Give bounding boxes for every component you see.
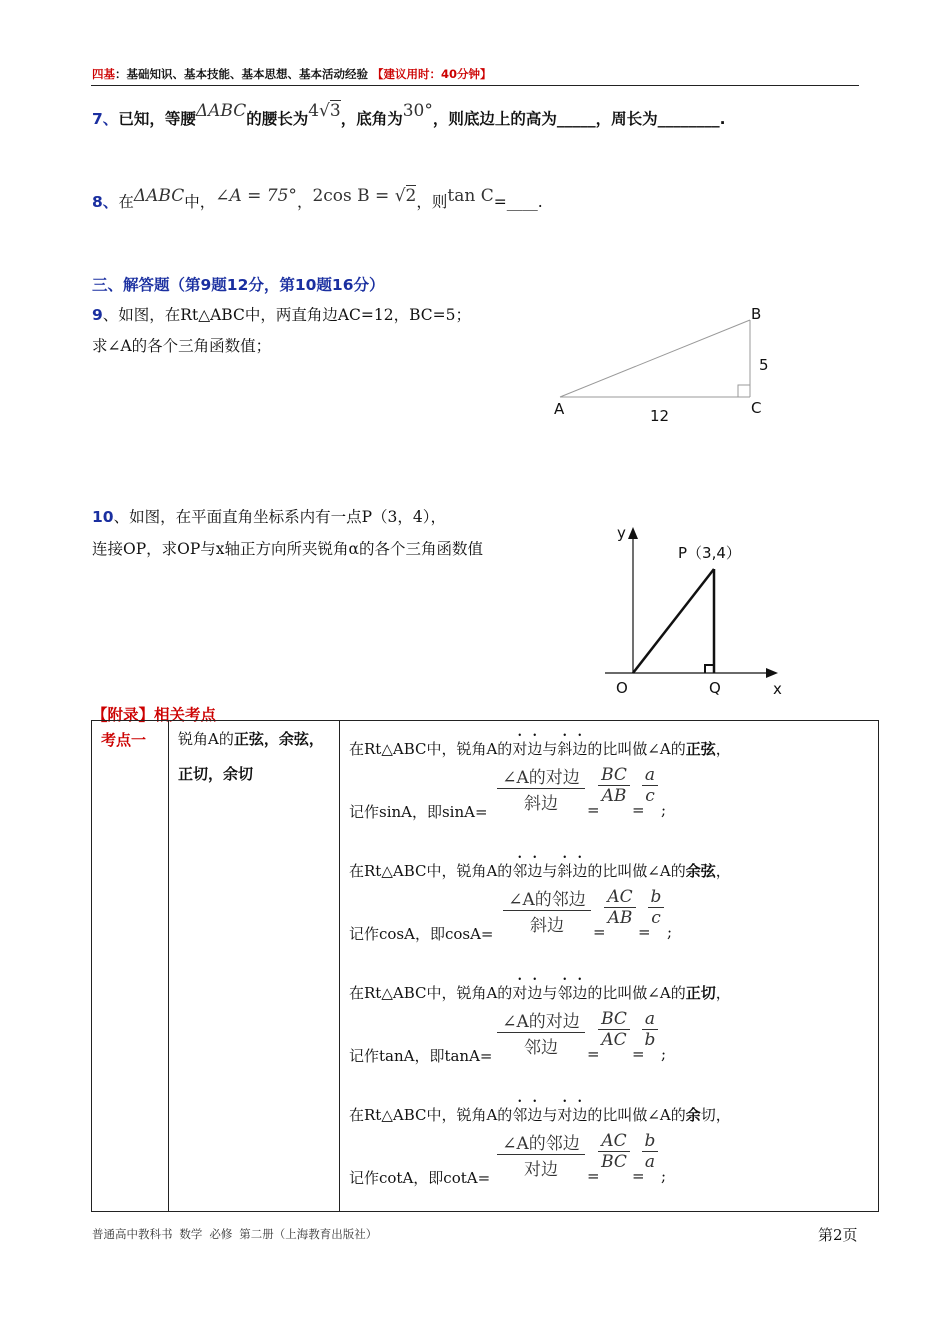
footer-book: 普通高中教科书 数学 必修 第二册（上海教育出版社） [92, 1227, 378, 1241]
length-ac-label: 12 [650, 407, 670, 425]
x-axis-arrow [766, 668, 778, 678]
topic-text: 锐角A的正弦，余弦， 正切，余切 [178, 730, 324, 783]
header-tag: 四基 [92, 67, 115, 81]
sin-fraction-words: ∠A的对边 斜边 [497, 763, 585, 814]
right-angle-mark [705, 665, 714, 673]
cos-notation: 记作cosA，即cosA= [349, 925, 494, 943]
cot-fraction-words: ∠A的邻边 对边 [497, 1129, 585, 1180]
question-10-line2: 连接OP，求OP与x轴正方向所夹锐角α的各个三角函数值 [92, 540, 483, 558]
vertex-c-label: C [751, 399, 762, 417]
sin-definition: 在Rt△ABC中，锐角A的对边与斜边的比叫做∠A的正弦， [349, 740, 731, 758]
q9-triangle-figure [540, 300, 790, 430]
header-time: 【建议用时：40分钟】 [372, 67, 492, 81]
q8-number: 8 [92, 193, 103, 211]
q8-triangle: ΔABC [133, 186, 185, 206]
point-label: 考点一 [101, 731, 147, 749]
side-ab [560, 320, 750, 397]
cos-fraction-sides: $\frac{AC}{AB}$ [604, 887, 636, 928]
point-cell [92, 721, 169, 1212]
header-rule [91, 85, 859, 86]
definition-cell: 在Rt△ABC中，锐角A的对边与斜边的比叫做∠A的正弦， 记作sinA，即sinA= ∠A的对边 斜边 = $\frac{BC}{AB}$ = $\frac{a}{c}$ ; 在Rt△ABC中，锐角A的邻边与斜边的比叫做∠A的余弦， 记作cosA，即cosA= ∠A的邻边 斜边 = $\frac{AC}{AB}$ = $\frac{b}{c}$ ; 在Rt△ABC中，锐角A的对边与邻边的比叫做∠A的正切， 记作tanA，即tanA= ∠A的对边 邻边 = $\frac{BC}{AC}$ = $\frac{a}{b}$ ; 在Rt△ABC中，锐角A的邻边与对边的比叫做∠A的余切， 记作cotA，即cotA= ∠A的邻边 对边 = $\frac{AC}{BC}$ = $\frac{b}{a}$ ; [340, 721, 879, 1212]
tan-notation: 记作tanA，即tanA= [349, 1047, 493, 1065]
q8-cos-condition: 2cos B = √2 [312, 186, 417, 206]
tan-definition: 在Rt△ABC中，锐角A的对边与邻边的比叫做∠A的正切， [349, 984, 731, 1002]
sin-notation: 记作sinA，即sinA= [349, 803, 488, 821]
header-desc: ：基础知识、基本技能、基本思想、基本活动经验 [115, 67, 368, 81]
q7-number: 7 [92, 110, 103, 128]
appendix-title: 【附录】相关考点 [92, 706, 217, 724]
x-axis-label: x [773, 680, 782, 698]
q7-triangle: ΔABC [195, 101, 247, 121]
tan-fraction-sides: $\frac{BC}{AC}$ [598, 1009, 630, 1050]
cot-fraction-letters: $\frac{b}{a}$ [642, 1131, 658, 1172]
vertex-b-label: B [751, 305, 762, 323]
question-7: 7、已知，等腰ΔABC的腰长为4√3，底角为30°，则底边上的高为_____，周长为________. [92, 101, 726, 128]
footer-page-number: 第2页 [818, 1226, 858, 1244]
q8-angle-a: ∠A = 75° [215, 186, 297, 206]
q7-angle: 30° [402, 101, 433, 121]
right-angle-mark [738, 385, 750, 397]
segment-op [633, 569, 714, 673]
y-axis-label: y [617, 524, 626, 542]
q10-coordinate-figure [600, 515, 800, 700]
vertex-a-label: A [554, 400, 565, 418]
cos-fraction-letters: $\frac{b}{c}$ [648, 887, 664, 928]
topic-cell [169, 721, 340, 1212]
knowledge-table [91, 720, 879, 1212]
length-bc-label: 5 [759, 356, 769, 374]
q7-leg-length: 4√3 [308, 101, 341, 121]
q8-tan-c: tan C [447, 186, 494, 206]
cot-fraction-sides: $\frac{AC}{BC}$ [598, 1131, 630, 1172]
question-9-line2: 求∠A的各个三角函数值； [92, 337, 272, 355]
q10-number: 10 [92, 508, 114, 526]
question-9-line1: 9、如图，在Rt△ABC中，两直角边AC=12，BC=5； [92, 306, 471, 324]
point-q-label: Q [709, 679, 721, 697]
origin-label: O [616, 679, 628, 697]
q9-number: 9 [92, 306, 103, 324]
question-8: 8、在ΔABC中，∠A = 75°，2cos B = √2，则tan C=____. [92, 186, 543, 211]
point-p-label: P（3,4） [678, 544, 741, 562]
cot-notation: 记作cotA，即cotA= [349, 1169, 491, 1187]
y-axis-arrow [628, 527, 638, 539]
sin-fraction-sides: $\frac{BC}{AB}$ [598, 765, 630, 806]
sin-fraction-letters: $\frac{a}{c}$ [642, 765, 658, 806]
cos-definition: 在Rt△ABC中，锐角A的邻边与斜边的比叫做∠A的余弦， [349, 862, 731, 880]
page-header [92, 66, 492, 82]
question-10-line1: 10、如图，在平面直角坐标系内有一点P（3，4）， [92, 508, 446, 526]
cot-definition: 在Rt△ABC中，锐角A的邻边与对边的比叫做∠A的余切， [349, 1106, 731, 1124]
tan-fraction-words: ∠A的对边 邻边 [497, 1007, 585, 1058]
cos-fraction-words: ∠A的邻边 斜边 [503, 885, 591, 936]
tan-fraction-letters: $\frac{a}{b}$ [642, 1009, 658, 1050]
section-3-title: 三、解答题（第9题12分，第10题16分） [92, 276, 385, 294]
